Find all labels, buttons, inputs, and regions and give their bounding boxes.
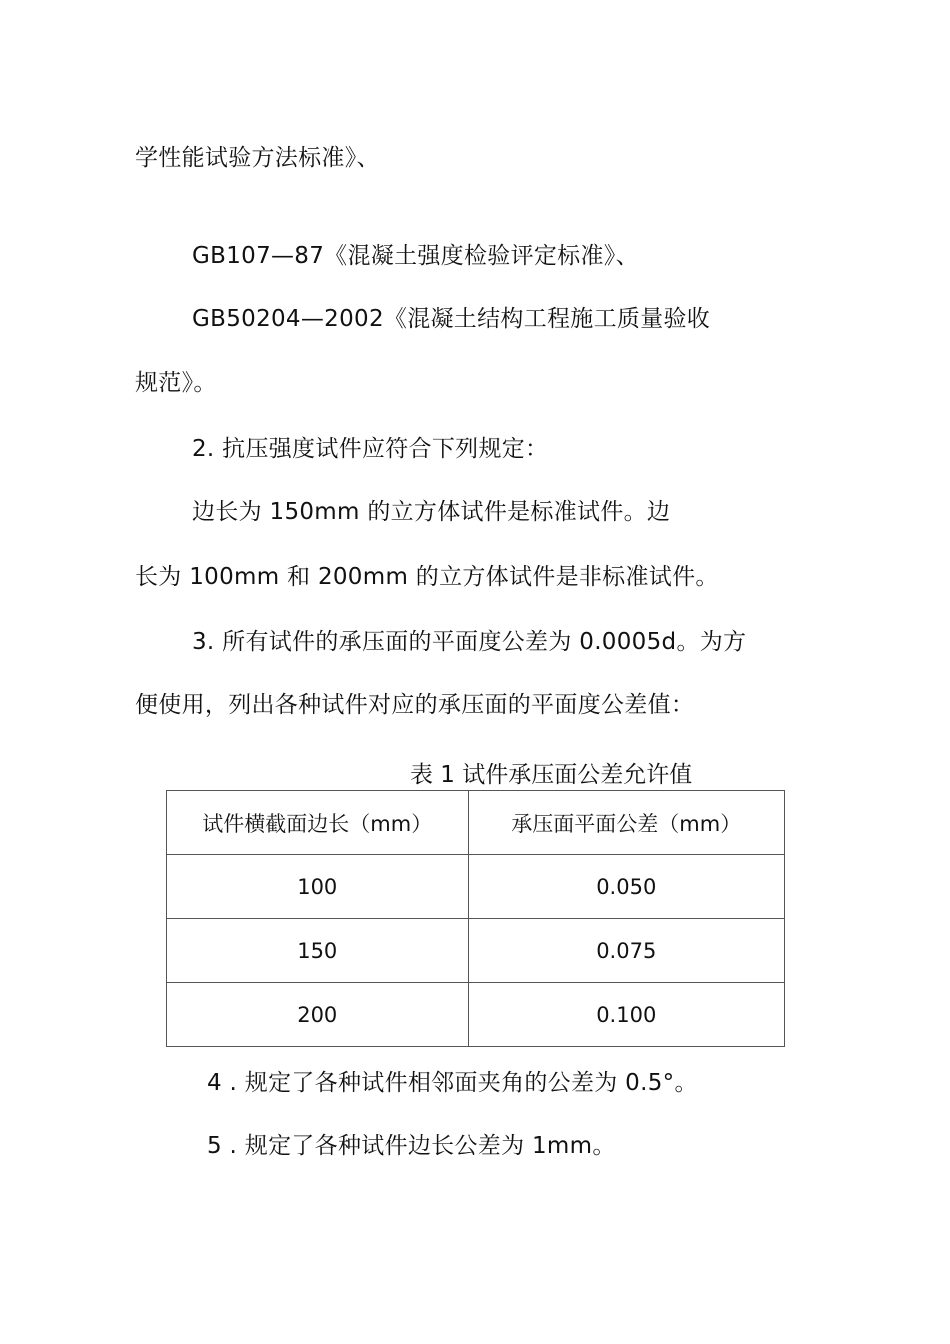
paragraph-line: 规范》。 xyxy=(135,370,217,396)
table-cell: 0.050 xyxy=(468,855,784,919)
table-cell: 100 xyxy=(167,855,469,919)
paragraph-line: 便使用，列出各种试件对应的承压面的平面度公差值： xyxy=(135,692,695,718)
list-item-5: 5 . 规定了各种试件边长公差为 1mm。 xyxy=(207,1133,616,1159)
paragraph-line: 边长为 150mm 的立方体试件是标准试件。边 xyxy=(192,499,671,525)
table-row xyxy=(167,919,785,983)
table-caption: 表 1 试件承压面公差允许值 xyxy=(410,762,693,788)
list-item-2: 2. 抗压强度试件应符合下列规定： xyxy=(192,436,549,462)
list-item-4: 4 . 规定了各种试件相邻面夹角的公差为 0.5°。 xyxy=(207,1070,698,1096)
table-cell: 150 xyxy=(167,919,469,983)
table-header-row xyxy=(167,791,785,855)
table-row xyxy=(167,983,785,1047)
list-item-3: 3. 所有试件的承压面的平面度公差为 0.0005d。为方 xyxy=(192,629,747,655)
table-cell: 0.100 xyxy=(468,983,784,1047)
paragraph-line: GB107—87《混凝土强度检验评定标准》、 xyxy=(192,243,639,269)
table-cell: 0.075 xyxy=(468,919,784,983)
table-header-cell: 试件横截面边长（mm） xyxy=(167,791,469,855)
table-row xyxy=(167,855,785,919)
table-cell: 200 xyxy=(167,983,469,1047)
table-header-cell: 承压面平面公差（mm） xyxy=(468,791,784,855)
tolerance-table xyxy=(166,790,785,1047)
paragraph-line: 长为 100mm 和 200mm 的立方体试件是非标准试件。 xyxy=(135,564,719,590)
paragraph-line: GB50204—2002《混凝土结构工程施工质量验收 xyxy=(192,306,711,332)
paragraph-line: 学性能试验方法标准》、 xyxy=(135,145,380,171)
